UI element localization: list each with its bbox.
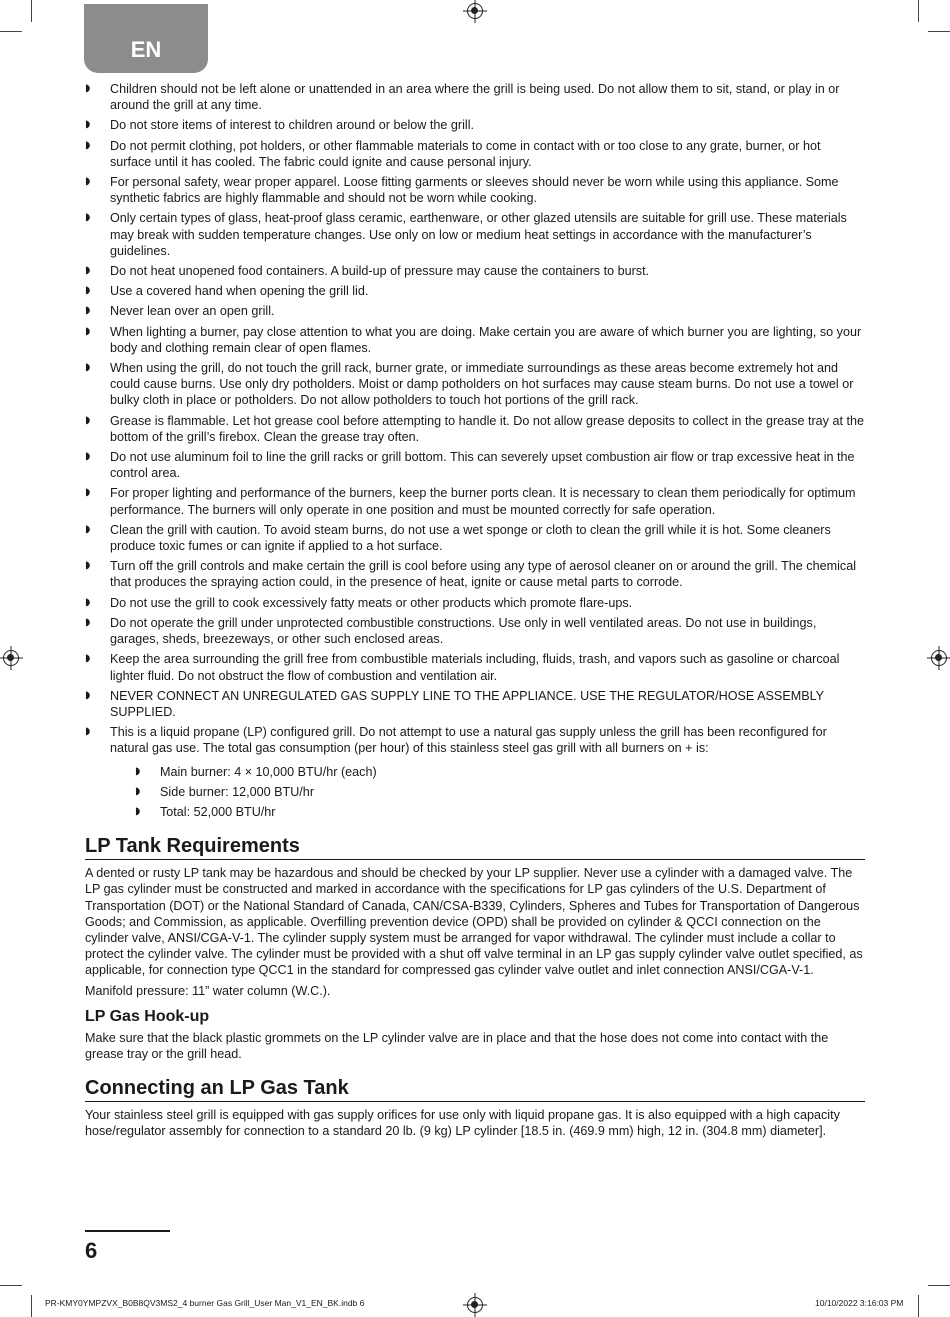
hookup-heading: LP Gas Hook-up [85, 1007, 210, 1025]
footer-timestamp: 10/10/2022 3:16:03 PM [815, 1298, 904, 1308]
list-item: ◗ Use a covered hand when opening the grill lid. [85, 283, 865, 299]
list-item: ◗ Do not use the grill to cook excessively fatty meats or other products which promote flare-ups. [85, 595, 865, 611]
sub-list-item: ◗ Main burner: 4 × 10,000 BTU/hr (each) [135, 764, 865, 780]
list-item: ◗ Turn off the grill controls and make certain the grill is cool before using any type of aerosol cleaner on or around the grill. The chemical that produces the spraying action could, in the presence of heat, ignite or cause metal parts to corrode. [85, 558, 865, 590]
registration-mark-icon [931, 650, 947, 666]
list-item: ◗ When using the grill, do not touch the grill rack, burner grate, or immediate surroundings as these areas become extremely hot and could cause burns. Use only dry potholders. Moist or damp potholders on hot surfaces may cause steam burns. Do not use a towel or bulky cloth in place or potholders. Do not allow potholders to touch hot portions of the grill rack. [85, 360, 865, 409]
crop-mark [928, 31, 950, 32]
list-item: ◗ Clean the grill with caution. To avoid steam burns, do not use a wet sponge or cloth to clean the grill while it is hot. Some cleaners produce toxic fumes or can ignite if applied to a hot surface. [85, 522, 865, 554]
manifold-pressure: Manifold pressure: 11” water column (W.C.). [85, 983, 331, 998]
list-item: ◗ NEVER CONNECT AN UNREGULATED GAS SUPPLY LINE TO THE APPLIANCE. USE THE REGULATOR/HOSE ASSEMBLY SUPPLIED. [85, 688, 865, 720]
list-item: ◗ For personal safety, wear proper apparel. Loose fitting garments or sleeves should never be worn while using this appliance. Some synthetic fabrics are highly flammable and should not be worn while cooking. [85, 174, 865, 206]
language-tab-label: EN [130, 37, 162, 62]
list-item: ◗ For proper lighting and performance of the burners, keep the burner ports clean. It is necessary to clean them periodically for optimum performance. The burners will only operate in one position and must be mounted correctly for safe operation. [85, 485, 865, 517]
list-item: ◗ Do not use aluminum foil to line the grill racks or grill bottom. This can severely upset combustion air flow or trap excessive heat in the control area. [85, 449, 865, 481]
page-number: 6 [85, 1238, 98, 1263]
footer-filename: PR-KMY0YMPZVX_B0B8QV3MS2_4 burner Gas Grill_User Man_V1_EN_BK.indb 6 [45, 1298, 365, 1308]
list-item: ◗ Do not heat unopened food containers. A build-up of pressure may cause the containers to burst. [85, 263, 865, 279]
list-item: ◗ Do not permit clothing, pot holders, or other flammable materials to come in contact with or too close to any grate, burner, or hot surface until it has cooled. The fabric could ignite and cause personal injury. [85, 138, 865, 170]
connecting-body: Your stainless steel grill is equipped with gas supply orifices for use only with liquid propane gas. It is also equipped with a high capacity hose/regulator assembly for connection to a standard 20 lb. (9 kg) LP cylinder [18.5 in. (469.9 mm) high, 12 in. (304.8 mm) diameter]. [85, 1108, 840, 1139]
sub-list-item: ◗ Total: 52,000 BTU/hr [135, 804, 865, 820]
connecting-heading: Connecting an LP Gas Tank [85, 1076, 865, 1102]
crop-mark [928, 1285, 950, 1286]
list-item: ◗ Do not store items of interest to children around or below the grill. [85, 117, 865, 133]
list-item: ◗ When lighting a burner, pay close attention to what you are doing. Make certain you are aware of which burner you are lighting, so your body and clothing remain clear of open flames. [85, 324, 865, 356]
registration-mark-icon [467, 3, 483, 19]
crop-mark [31, 0, 32, 22]
list-item: ◗ Grease is flammable. Let hot grease cool before attempting to handle it. Do not allow grease deposits to collect in the grease tray at the bottom of the grill’s firebox. Clean the grease tray often. [85, 413, 865, 445]
registration-mark-icon [3, 650, 19, 666]
page-number-rule [85, 1230, 170, 1232]
crop-mark [0, 31, 22, 32]
crop-mark [0, 1285, 22, 1286]
registration-mark-icon [467, 1297, 483, 1313]
consumption-list [135, 764, 865, 821]
crop-mark [31, 1295, 32, 1317]
list-item: ◗ Only certain types of glass, heat-proof glass ceramic, earthenware, or other glazed utensils are suitable for grill use. These materials may break with sudden temperature changes. Use only on low or medium heat settings in accordance with the manufacturer’s guidelines. [85, 210, 865, 259]
lp-tank-heading: LP Tank Requirements [85, 834, 865, 860]
list-item-consumption [85, 724, 865, 820]
list-item: ◗ Keep the area surrounding the grill free from combustible materials including, fluids, trash, and vapors such as gasoline or charcoal lighter fluid. Do not obstruct the flow of combustion and ventilation air. [85, 651, 865, 683]
lp-tank-body: A dented or rusty LP tank may be hazardous and should be checked by your LP supplier. Never use a cylinder with a damaged valve. The LP gas cylinder must be constructed and marked in accordance with the specifications for LP gas cylinders of the U.S. Department of Transportation (DOT) or the National Standard of Canada, CAN/CSA-B339, Cylinders, Spheres and Tubes for Transportation of Dangerous Goods; and Commission, as applicable. Overfilling prevention device (OPD) shall be provided on cylinder & QCCI connection on the cylinder valve, ANSI/CGA-V-1. The cylinder supply system must be arranged for vapor withdrawal. The cylinder must include a collar to protect the cylinder valve. The cylinder must be provided with a shut off valve terminal in an LP gas supply cylinder valve outlet specified, as applicable, for connection type QCC1 in the standard for compressed gas cylinder valve outlet and inlet connection ANSI/CGA-V-1. [85, 866, 863, 978]
language-tab [84, 4, 208, 73]
list-item: ◗ Do not operate the grill under unprotected combustible constructions. Use only in well ventilated areas. Do not use in buildings, garages, sheds, breezeways, or other such enclosed areas. [85, 615, 865, 647]
crop-mark [918, 1295, 919, 1317]
crop-mark [918, 0, 919, 22]
list-item: ◗ Never lean over an open grill. [85, 303, 865, 319]
list-item: ◗ Children should not be left alone or unattended in an area where the grill is being used. Do not allow them to sit, stand, or play in or around the grill at any time. [85, 81, 865, 113]
sub-list-item: ◗ Side burner: 12,000 BTU/hr [135, 784, 865, 800]
list-item-text: This is a liquid propane (LP) configured grill. Do not attempt to use a natural gas supply unless the grill has been reconfigured for natural gas use. The total gas consumption (per hour) of this stainless steel gas grill with all burners on + is: [110, 725, 827, 756]
hookup-body: Make sure that the black plastic grommets on the LP cylinder valve are in place and that the hose does not come into contact with the grease tray or the grill head. [85, 1030, 829, 1061]
page-content [85, 81, 865, 1144]
safety-list [85, 81, 865, 820]
